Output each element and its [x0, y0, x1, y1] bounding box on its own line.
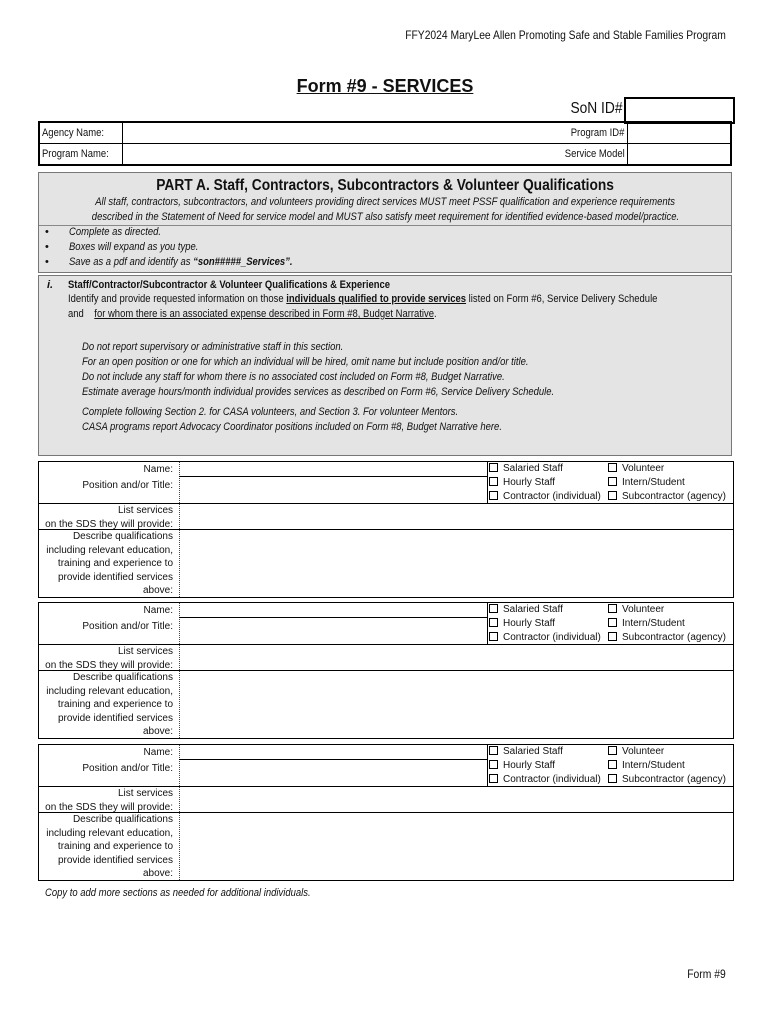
services-row: [39, 786, 733, 813]
hourly-staff-checkbox[interactable]: Hourly Staff: [489, 760, 555, 771]
section-i-line2: and for whom there is an associated expense described in Form #8, Budget Narrative.: [68, 308, 437, 320]
qualifications-input[interactable]: [180, 530, 732, 597]
note-3: Do not include any staff for whom there is no associated cost included on Form #8, Budget Narrative.: [82, 371, 505, 383]
program-id-label: Program ID#: [571, 127, 625, 139]
qualifications-input[interactable]: [180, 813, 732, 880]
contractor-checkbox[interactable]: Contractor (individual): [489, 774, 601, 785]
part-a-box: [38, 172, 732, 273]
services-label: List services on the SDS they will provide:: [45, 788, 173, 813]
agency-info-table: [38, 121, 732, 166]
note-1: Do not report supervisory or administrative staff in this section.: [82, 341, 344, 353]
intern-student-checkbox[interactable]: Intern/Student: [608, 618, 685, 629]
contractor-checkbox[interactable]: Contractor (individual): [489, 632, 601, 643]
salaried-staff-checkbox[interactable]: Salaried Staff: [489, 746, 563, 757]
program-name-input[interactable]: [122, 144, 627, 166]
qualifications-row: [39, 812, 733, 880]
service-model-input[interactable]: [627, 144, 731, 166]
qualifications-label: Describe qualifications including relevant education, training and experience to provide identified services above:: [46, 814, 173, 879]
contractor-checkbox[interactable]: Contractor (individual): [489, 491, 601, 502]
options-divider: [487, 745, 488, 786]
qualifications-row: [39, 670, 733, 738]
bullet-save-as: • Save as a pdf and identify as “son#####_Services”.: [45, 256, 293, 268]
program-header: FFY2024 MaryLee Allen Promoting Safe and Stable Families Program: [405, 28, 726, 42]
name-label: Name:: [143, 747, 173, 758]
salaried-staff-checkbox[interactable]: Salaried Staff: [489, 463, 563, 474]
name-label: Name:: [143, 605, 173, 616]
position-input[interactable]: [180, 618, 486, 643]
services-row: [39, 644, 733, 671]
staff-entry-3: [38, 744, 734, 881]
note-4: Estimate average hours/month individual provides services as described on Form #6, Service Delivery Schedule.: [82, 386, 555, 398]
services-label: List services on the SDS they will provide:: [45, 646, 173, 671]
position-label: Position and/or Title:: [82, 480, 173, 491]
form-title: Form #9 - SERVICES: [296, 76, 474, 96]
bullet-complete: • Complete as directed.: [45, 226, 162, 238]
qualifications-input[interactable]: [180, 671, 732, 738]
intern-student-checkbox[interactable]: Intern/Student: [608, 477, 685, 488]
position-input[interactable]: [180, 760, 486, 785]
qualifications-label: Describe qualifications including relevant education, training and experience to provide identified services above:: [46, 672, 173, 737]
services-row: [39, 503, 733, 530]
volunteer-checkbox[interactable]: Volunteer: [608, 604, 664, 615]
service-model-label: Service Model: [564, 148, 625, 160]
section-i-heading: Staff/Contractor/Subcontractor & Volunteer Qualifications & Experience: [68, 279, 391, 291]
footer-form-label: Form #9: [687, 967, 726, 981]
part-a-intro-line2: described in the Statement of Need for service model and MUST also satisfy meet requirement for identified evidence-based model/practice.: [91, 211, 679, 223]
qualifications-row: [39, 529, 733, 597]
salaried-staff-checkbox[interactable]: Salaried Staff: [489, 604, 563, 615]
program-id-input[interactable]: [627, 122, 731, 144]
position-label: Position and/or Title:: [82, 621, 173, 632]
services-label: List services on the SDS they will provide:: [45, 505, 173, 530]
subcontractor-checkbox[interactable]: Subcontractor (agency): [608, 491, 726, 502]
part-a-intro-line1: All staff, contractors, subcontractors, and volunteers providing direct services MUST meet PSSF qualification and experience requirements: [95, 196, 675, 208]
program-name-label: Program Name:: [39, 144, 122, 166]
part-a-title: PART A. Staff, Contractors, Subcontractors & Volunteer Qualifications: [156, 177, 614, 194]
note-6: CASA programs report Advocacy Coordinator positions included on Form #8, Budget Narrative here.: [82, 421, 502, 433]
options-divider: [487, 603, 488, 644]
services-input[interactable]: [180, 787, 732, 813]
name-label: Name:: [143, 464, 173, 475]
services-input[interactable]: [180, 504, 732, 530]
bullet-boxes-expand: • Boxes will expand as you type.: [45, 241, 199, 253]
agency-name-label: Agency Name:: [39, 122, 122, 144]
name-input[interactable]: [180, 745, 486, 759]
qualifications-label: Describe qualifications including relevant education, training and experience to provide identified services above:: [46, 531, 173, 596]
note-2: For an open position or one for which an individual will be hired, omit name but include position and/or title.: [82, 356, 529, 368]
agency-name-input[interactable]: [122, 122, 627, 144]
options-divider: [487, 462, 488, 503]
name-input[interactable]: [180, 603, 486, 617]
services-input[interactable]: [180, 645, 732, 671]
subcontractor-checkbox[interactable]: Subcontractor (agency): [608, 632, 726, 643]
staff-entry-1: [38, 461, 734, 598]
section-i-box: [38, 275, 732, 456]
position-label: Position and/or Title:: [82, 763, 173, 774]
son-id-label: SoN ID#: [569, 100, 622, 117]
section-i-line1: Identify and provide requested information on those individuals qualified to provide services listed on Form #6, Service Delivery Schedule: [68, 293, 658, 305]
intern-student-checkbox[interactable]: Intern/Student: [608, 760, 685, 771]
hourly-staff-checkbox[interactable]: Hourly Staff: [489, 477, 555, 488]
subcontractor-checkbox[interactable]: Subcontractor (agency): [608, 774, 726, 785]
volunteer-checkbox[interactable]: Volunteer: [608, 463, 664, 474]
staff-entry-2: [38, 602, 734, 739]
volunteer-checkbox[interactable]: Volunteer: [608, 746, 664, 757]
name-input[interactable]: [180, 462, 486, 476]
copy-note: Copy to add more sections as needed for additional individuals.: [45, 887, 311, 899]
hourly-staff-checkbox[interactable]: Hourly Staff: [489, 618, 555, 629]
section-i-marker: i.: [47, 279, 54, 291]
note-5: Complete following Section 2. for CASA volunteers, and Section 3. For volunteer Mentors.: [82, 406, 459, 418]
position-input[interactable]: [180, 477, 486, 502]
son-id-input[interactable]: [624, 97, 735, 124]
